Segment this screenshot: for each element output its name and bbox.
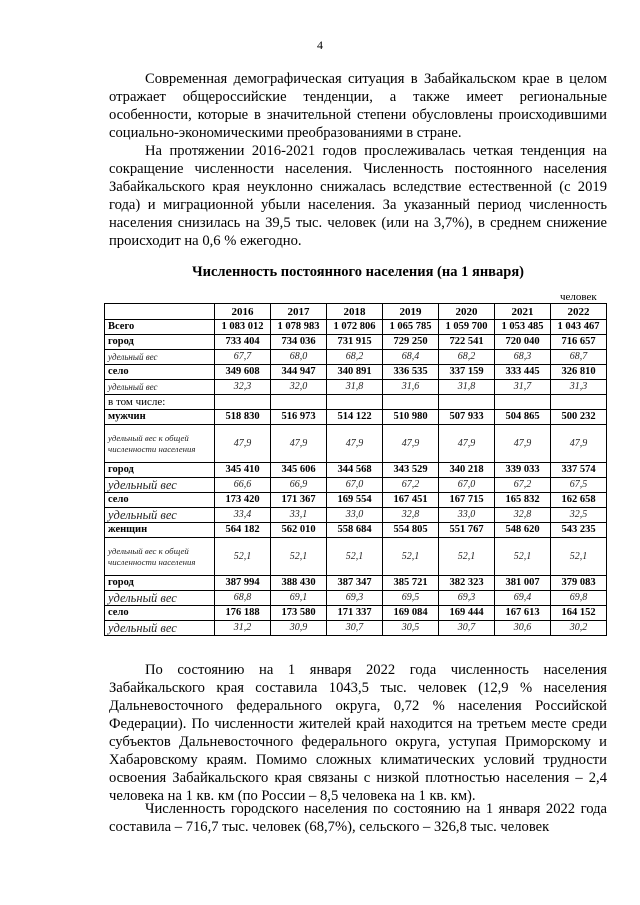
table-cell: 30,5 (383, 621, 439, 636)
table-cell (215, 395, 271, 410)
table-cell (551, 395, 607, 410)
table-cell: 326 810 (551, 365, 607, 380)
row-label: удельный вес (105, 621, 215, 636)
table-cell: 66,6 (215, 478, 271, 493)
table-cell: 1 072 806 (327, 320, 383, 335)
table-row (105, 335, 607, 350)
table-cell: 32,8 (495, 508, 551, 523)
row-label: удельный вес (105, 591, 215, 606)
table-cell: 32,0 (271, 380, 327, 395)
table-cell: 67,5 (551, 478, 607, 493)
year-header: 2019 (383, 304, 439, 320)
row-label: город (105, 335, 215, 350)
table-cell: 388 430 (271, 576, 327, 591)
table-cell: 68,3 (495, 350, 551, 365)
table-cell: 382 323 (439, 576, 495, 591)
table-cell: 31,7 (495, 380, 551, 395)
year-header: 2022 (551, 304, 607, 320)
table-row (105, 380, 607, 395)
table-cell: 167 715 (439, 493, 495, 508)
table-row (105, 523, 607, 538)
table-cell: 385 721 (383, 576, 439, 591)
table-cell: 344 568 (327, 463, 383, 478)
row-label: Всего (105, 320, 215, 335)
table-cell: 52,1 (495, 538, 551, 576)
table-cell: 733 404 (215, 335, 271, 350)
year-header: 2016 (215, 304, 271, 320)
table-cell: 32,5 (551, 508, 607, 523)
paragraph-trend: На протяжении 2016-2021 годов прослеживалась четкая тенденция на сокращение численности населения. Численность постоянного населения Забайкальского края неуклонно снижалась вследствие естественной (с 2019 года) и миграционной убыли населения. За указанный период численность населения снизилась на 39,5 тыс. человек (или на 3,7%), в среднем снижение происходит на 0,6 % ежегодно. (109, 143, 607, 249)
year-header: 2020 (439, 304, 495, 320)
table-row (105, 463, 607, 478)
table-cell: 47,9 (383, 425, 439, 463)
table-cell: 33,1 (271, 508, 327, 523)
table-cell: 349 608 (215, 365, 271, 380)
table-cell: 67,0 (439, 478, 495, 493)
table-cell: 1 083 012 (215, 320, 271, 335)
table-cell: 1 078 983 (271, 320, 327, 335)
table-row (105, 425, 607, 463)
table-cell: 734 036 (271, 335, 327, 350)
table-cell: 1 065 785 (383, 320, 439, 335)
table-cell: 30,6 (495, 621, 551, 636)
table-cell: 67,7 (215, 350, 271, 365)
table-corner-cell (105, 304, 215, 320)
table-cell: 564 182 (215, 523, 271, 538)
table-row (105, 493, 607, 508)
year-header: 2018 (327, 304, 383, 320)
table-cell: 340 891 (327, 365, 383, 380)
table-cell: 165 832 (495, 493, 551, 508)
table-cell: 52,1 (271, 538, 327, 576)
table-cell: 69,5 (383, 591, 439, 606)
population-table (104, 303, 607, 636)
table-cell: 176 188 (215, 606, 271, 621)
table-cell: 345 606 (271, 463, 327, 478)
row-label: село (105, 365, 215, 380)
table-cell: 31,8 (439, 380, 495, 395)
table-cell: 387 347 (327, 576, 383, 591)
table-cell: 548 620 (495, 523, 551, 538)
table-cell: 562 010 (271, 523, 327, 538)
row-label: село (105, 606, 215, 621)
table-cell: 514 122 (327, 410, 383, 425)
table-cell: 1 059 700 (439, 320, 495, 335)
table-cell: 68,7 (551, 350, 607, 365)
table-cell: 1 053 485 (495, 320, 551, 335)
year-header: 2021 (495, 304, 551, 320)
table-cell: 169 084 (383, 606, 439, 621)
table-cell: 68,2 (439, 350, 495, 365)
table-cell: 381 007 (495, 576, 551, 591)
table-cell: 68,8 (215, 591, 271, 606)
table-cell: 716 657 (551, 335, 607, 350)
table-cell: 30,7 (439, 621, 495, 636)
table-cell: 47,9 (215, 425, 271, 463)
table-cell (439, 395, 495, 410)
year-header: 2017 (271, 304, 327, 320)
table-cell: 510 980 (383, 410, 439, 425)
paragraph-intro: Современная демографическая ситуация в Забайкальском крае в целом отражает общероссийские тенденции, а также имеет региональные особенности, которые в значительной степени обусловлены происходившими социально-экономическими преобразованиями в стране. (109, 71, 607, 141)
table-cell: 344 947 (271, 365, 327, 380)
table-cell: 729 250 (383, 335, 439, 350)
table-row (105, 606, 607, 621)
table-cell: 47,9 (495, 425, 551, 463)
table-cell: 337 574 (551, 463, 607, 478)
row-label: город (105, 463, 215, 478)
table-title: Численность постоянного населения (на 1 января) (191, 264, 524, 280)
table-cell: 69,3 (327, 591, 383, 606)
table-cell: 558 684 (327, 523, 383, 538)
table-cell: 722 541 (439, 335, 495, 350)
table-cell: 336 535 (383, 365, 439, 380)
table-cell: 33,0 (327, 508, 383, 523)
table-cell: 731 915 (327, 335, 383, 350)
table-cell: 333 445 (495, 365, 551, 380)
row-label: удельный вес (105, 508, 215, 523)
table-row (105, 320, 607, 335)
table-cell: 47,9 (271, 425, 327, 463)
table-cell: 171 367 (271, 493, 327, 508)
table-cell: 551 767 (439, 523, 495, 538)
table-cell: 518 830 (215, 410, 271, 425)
table-cell: 31,3 (551, 380, 607, 395)
table-row (105, 576, 607, 591)
table-cell: 173 420 (215, 493, 271, 508)
table-cell: 173 580 (271, 606, 327, 621)
table-cell: 343 529 (383, 463, 439, 478)
table-cell: 47,9 (327, 425, 383, 463)
table-cell: 67,0 (327, 478, 383, 493)
table-cell: 52,1 (383, 538, 439, 576)
table-cell: 47,9 (439, 425, 495, 463)
table-cell: 171 337 (327, 606, 383, 621)
table-cell (383, 395, 439, 410)
table-cell: 52,1 (215, 538, 271, 576)
table-cell: 30,7 (327, 621, 383, 636)
row-label: город (105, 576, 215, 591)
table-row (105, 508, 607, 523)
table-row (105, 410, 607, 425)
table-row (105, 395, 607, 410)
table-cell: 169 554 (327, 493, 383, 508)
table-cell: 52,1 (551, 538, 607, 576)
table-cell: 720 040 (495, 335, 551, 350)
table-row (105, 621, 607, 636)
table-cell: 339 033 (495, 463, 551, 478)
table-cell: 167 451 (383, 493, 439, 508)
row-label: удельный вес (105, 478, 215, 493)
row-label: в том числе: (105, 395, 215, 410)
table-cell: 52,1 (439, 538, 495, 576)
table-cell: 167 613 (495, 606, 551, 621)
table-cell: 30,9 (271, 621, 327, 636)
table-cell: 31,2 (215, 621, 271, 636)
table-cell: 68,4 (383, 350, 439, 365)
table-row (105, 591, 607, 606)
table-cell: 67,2 (383, 478, 439, 493)
table-cell (271, 395, 327, 410)
page-number: 4 (317, 38, 323, 52)
table-cell: 33,4 (215, 508, 271, 523)
table-row (105, 538, 607, 576)
table-cell (495, 395, 551, 410)
paragraph-urban-rural: Численность городского населения по состоянию на 1 января 2022 года составила – 716,7 тыс. человек (68,7%), сельского – 326,8 тыс. человек (109, 801, 607, 835)
row-label: мужчин (105, 410, 215, 425)
table-cell: 31,6 (383, 380, 439, 395)
table-cell: 554 805 (383, 523, 439, 538)
table-cell: 507 933 (439, 410, 495, 425)
table-cell: 32,8 (383, 508, 439, 523)
table-cell: 31,8 (327, 380, 383, 395)
row-label: удельный вес (105, 350, 215, 365)
table-cell: 69,3 (439, 591, 495, 606)
table-cell: 68,2 (327, 350, 383, 365)
table-cell: 345 410 (215, 463, 271, 478)
table-cell: 66,9 (271, 478, 327, 493)
row-label: женщин (105, 523, 215, 538)
row-label: удельный вес к общей численности населения (105, 538, 215, 576)
table-cell: 68,0 (271, 350, 327, 365)
table-cell (327, 395, 383, 410)
table-cell: 30,2 (551, 621, 607, 636)
table-row (105, 478, 607, 493)
table-cell: 387 994 (215, 576, 271, 591)
table-cell: 340 218 (439, 463, 495, 478)
table-cell: 69,4 (495, 591, 551, 606)
table-cell: 500 232 (551, 410, 607, 425)
table-header-row (105, 304, 607, 320)
table-unit: человек (560, 291, 597, 303)
table-cell: 516 973 (271, 410, 327, 425)
table-cell: 543 235 (551, 523, 607, 538)
table-cell: 337 159 (439, 365, 495, 380)
table-cell: 52,1 (327, 538, 383, 576)
row-label: удельный вес (105, 380, 215, 395)
table-cell: 164 152 (551, 606, 607, 621)
paragraph-status-2022: По состоянию на 1 января 2022 года численность населения Забайкальского края составила 1043,5 тыс. человек (12,9 % населения Дальневосточного федерального округа, 0,72 % населения Российской Федерации). По численности жителей край находится на третьем месте среди субъектов Дальневосточного федерального округа, уступая Приморскому и Хабаровскому краям. Помимо сложных климатических условий трудности освоения Забайкальского края связаны с низкой плотностью населения – 2,4 человека на 1 кв. км (по России – 8,5 человека на 1 кв. км). (109, 662, 607, 804)
table-cell: 69,1 (271, 591, 327, 606)
table-cell: 504 865 (495, 410, 551, 425)
table-row (105, 365, 607, 380)
row-label: удельный вес к общей численности населения (105, 425, 215, 463)
table-cell: 1 043 467 (551, 320, 607, 335)
table-cell: 32,3 (215, 380, 271, 395)
table-cell: 69,8 (551, 591, 607, 606)
table-cell: 47,9 (551, 425, 607, 463)
table-cell: 162 658 (551, 493, 607, 508)
table-cell: 33,0 (439, 508, 495, 523)
table-cell: 379 083 (551, 576, 607, 591)
table-cell: 67,2 (495, 478, 551, 493)
row-label: село (105, 493, 215, 508)
table-cell: 169 444 (439, 606, 495, 621)
table-row (105, 350, 607, 365)
